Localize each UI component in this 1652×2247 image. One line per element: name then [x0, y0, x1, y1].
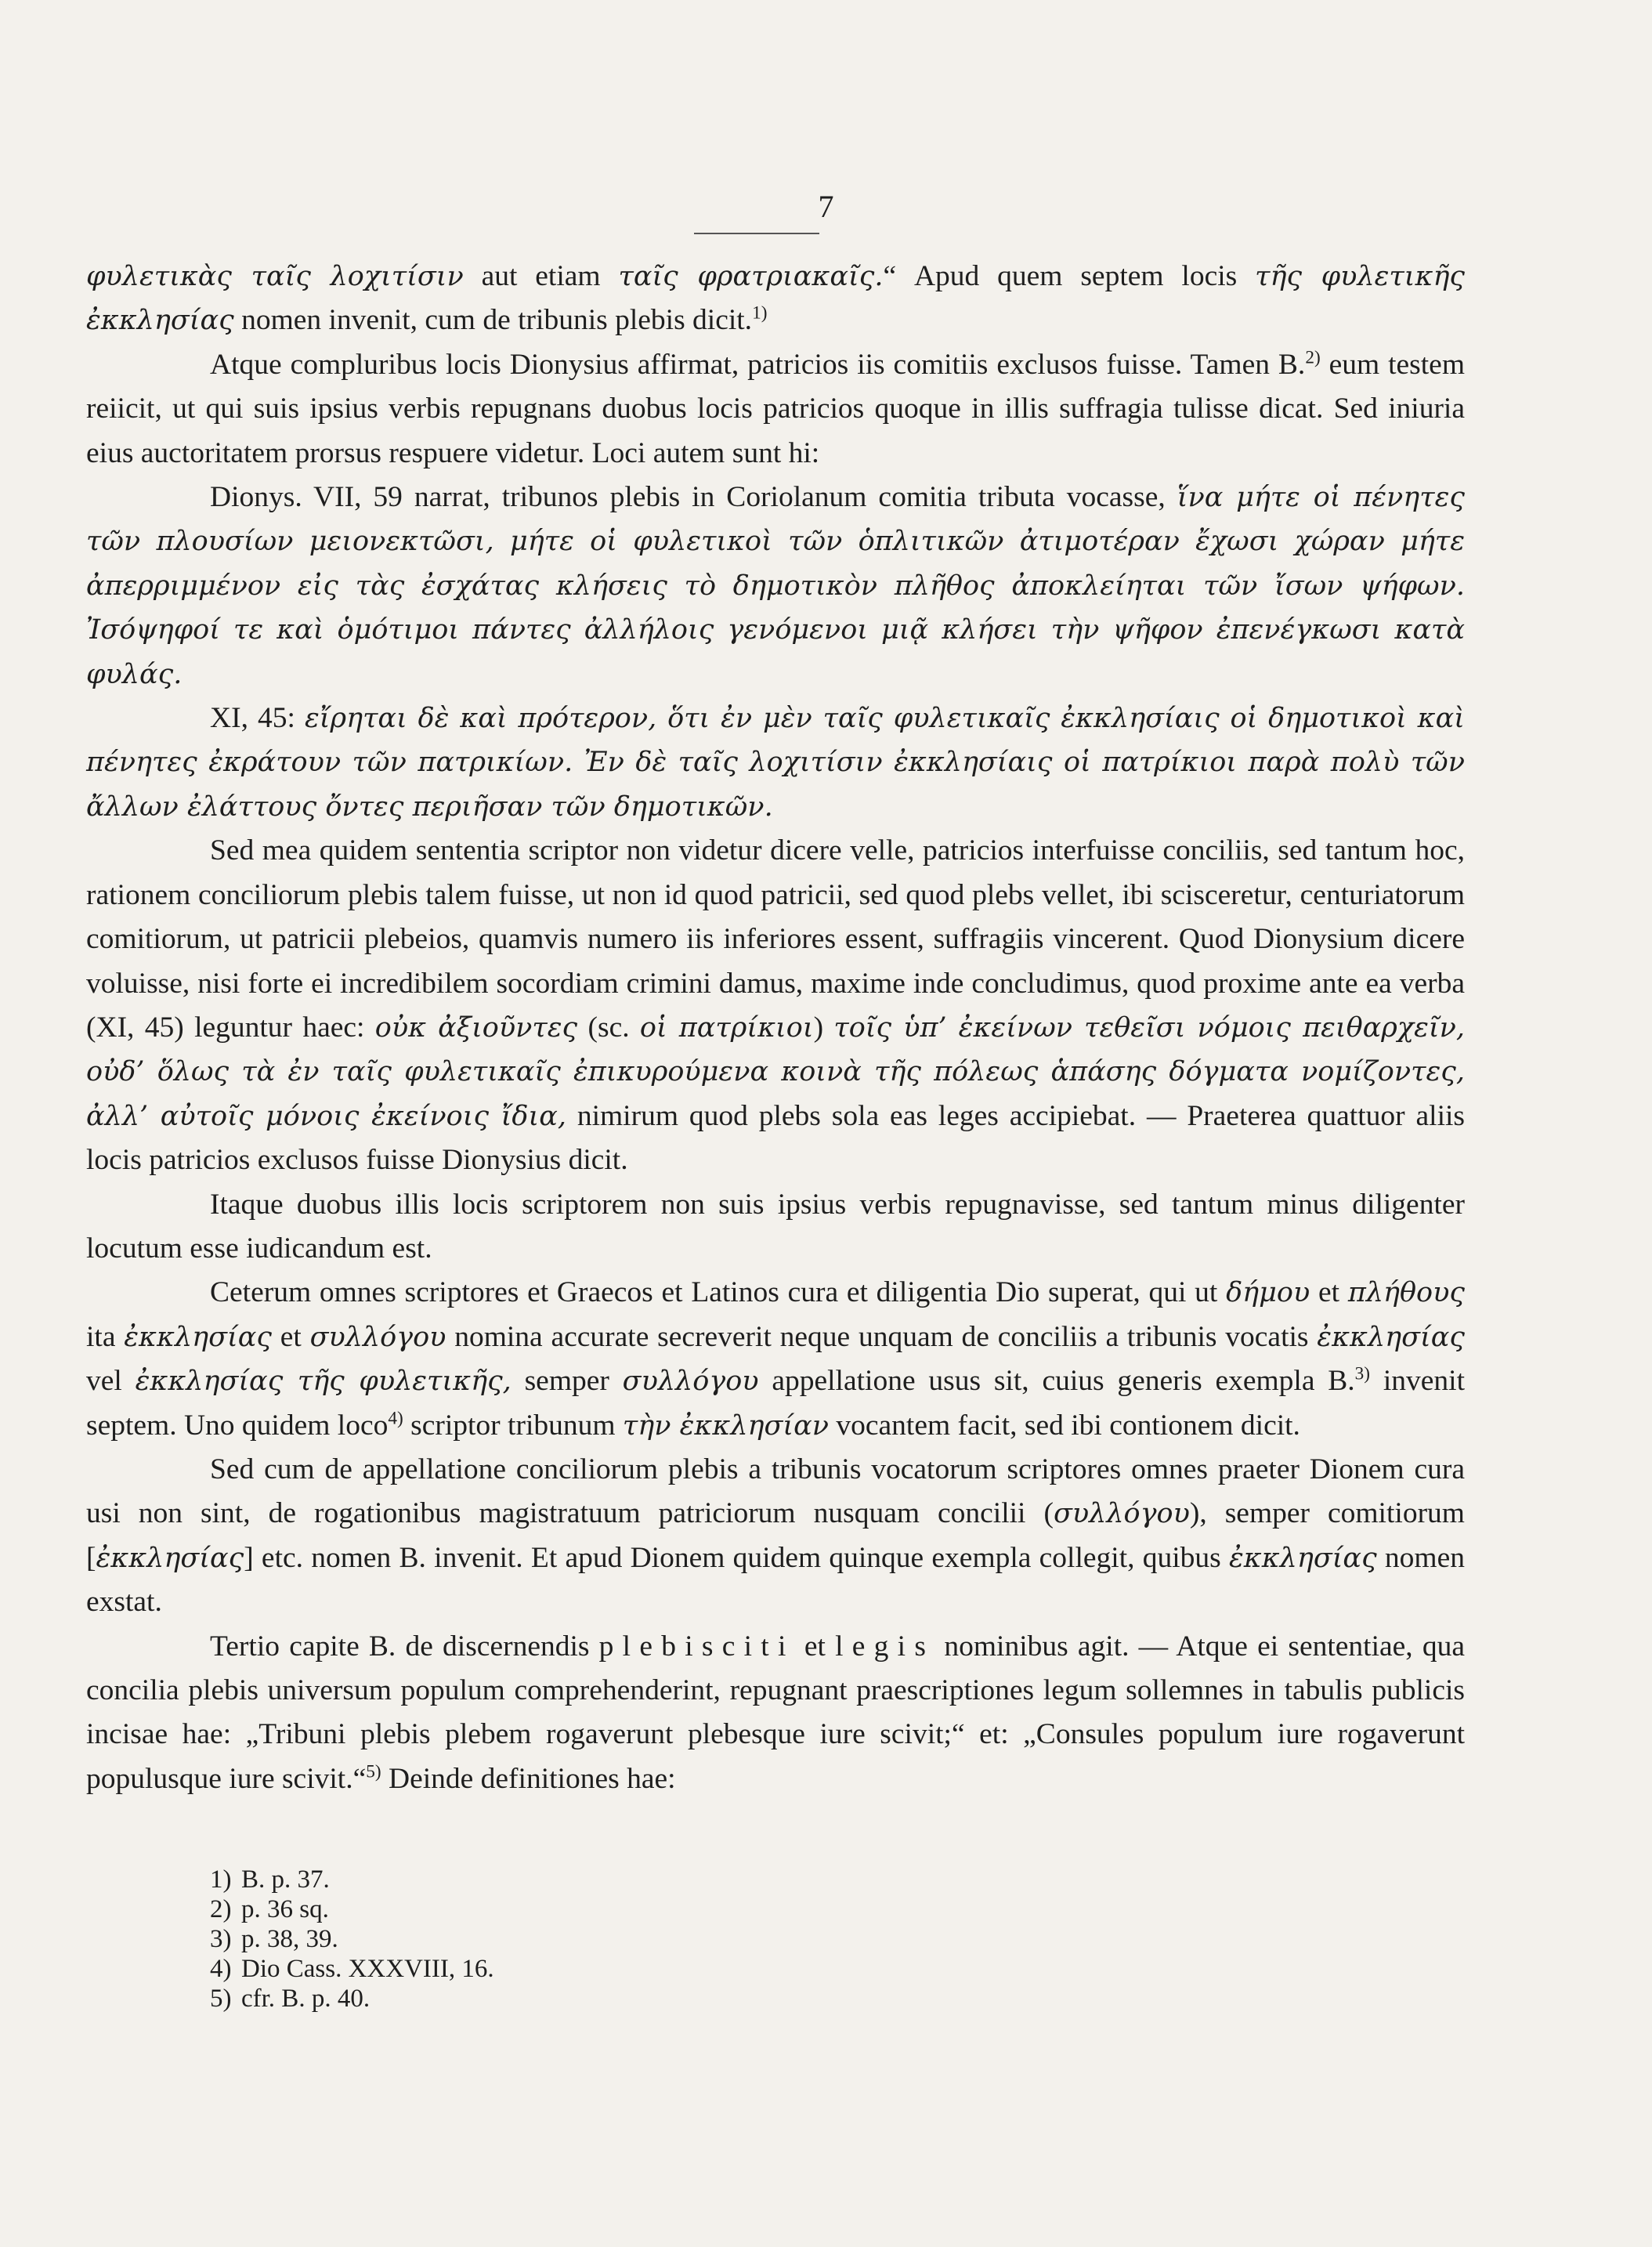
text-run: et — [794, 1630, 836, 1663]
footnote — [210, 1865, 1150, 1894]
paragraph — [86, 1448, 1465, 1625]
text-run: vel — [86, 1365, 136, 1398]
footnote-mark: 4) — [210, 1955, 232, 1983]
greek-text: τῆς φυλετικῆς ἐκκλησίας — [86, 261, 1466, 337]
text-run: appellatione usus sit, cuius generis exempla B. — [758, 1365, 1355, 1398]
paragraph — [86, 697, 1465, 829]
paragraph — [86, 476, 1465, 697]
footnote — [210, 1924, 1150, 1954]
text-run: eum testem reiicit, ut qui suis ipsius verbis repugnans duobus locis patricios quoque in illis suffragia tulisse dicat. Sed iniuria eius auctoritatem prorsus respuere videtur. Loci autem sunt hi: — [86, 348, 1465, 469]
footnote-mark: 3) — [210, 1925, 232, 1953]
greek-text: συλλόγου — [309, 1321, 446, 1353]
paragraph — [86, 255, 1465, 343]
paragraph — [86, 829, 1465, 1182]
text-run: Sed mea quidem sententia scriptor non videtur dicere velle, patricios interfuisse conciliis, sed tantum hoc, rationem conciliorum plebis talem fuisse, ut non id quod patricii, sed quod plebs vellet, ibi scisceretur, centuriatorum comitiorum, ut patricii plebeios, quamvis numero iis inferiores essent, suffragiis vincerent. Quod Dionysium dicere voluisse, nisi forte ei incredibilem socordiam crimini damus, maxime inde concludimus, quod proxime ante ea verba (XI, 45) leguntur haec: — [86, 834, 1465, 1044]
greek-text: ταῖς φρατριακαῖς. — [618, 261, 884, 292]
text-run: et — [1310, 1276, 1348, 1309]
greek-text: τοῖς ὑπ’ ἐκείνων τεθεῖσι νόμοις πειθαρχεῖν, οὐδ’ ὅλως τὰ ἐν ταῖς φυλετικαῖς ἐπικυρούμενα κοινὰ τῆς πόλεως ἁπάσης δόγματα νομίζοντες, ἀλλ’ αὐτοῖς μόνοις ἐκείνοις ἴδια, — [86, 1011, 1465, 1132]
greek-text: οὐκ ἀξιοῦντες — [374, 1011, 578, 1044]
greek-text: τὴν ἐκκλησίαν — [622, 1409, 830, 1442]
text-run: nimirum quod plebs sola eas leges accipiebat. — Praeterea quattuor aliis locis patricios exclusos fuisse Dionysius dicit. — [86, 1099, 1465, 1177]
footnote — [210, 1984, 1150, 2014]
greek-text: ἵνα μήτε οἱ πένητες τῶν πλουσίων μειονεκτῶσι, μήτε οἱ φυλετικοὶ τῶν ὁπλιτικῶν ἀτιμοτέραν ἔχωσι χώραν μήτε ἀπερριμμένον εἰς τὰς ἐσχάτας κλήσεις τὸ δημοτικὸν πλῆθος ἀποκλείηται τῶν ἴσων ψήφων. Ἰσόψηφοί τε καὶ ὁμότιμοι πάντες ἀλλήλοις γενόμενοι μιᾷ κλήσει τὴν ψῆφον ἐπενέγκωσι κατὰ φυλάς. — [86, 482, 1465, 690]
footnote-reference: 5) — [366, 1761, 381, 1782]
greek-text: ἐκκλησίας — [1228, 1542, 1377, 1574]
footnote — [210, 1894, 1150, 1924]
footnote-reference: 4) — [388, 1408, 403, 1429]
text-run: Tertio capite B. de discernendis — [210, 1630, 599, 1663]
text-run: Dionys. VII, 59 narrat, tribunos plebis in Coriolanum comitia tributa vocasse, — [210, 481, 1177, 514]
footnotes — [210, 1865, 1150, 2014]
text-run: Atque compluribus locis Dionysius affirmat, patricios iis comitiis exclusos fuisse. Tamen B. — [210, 348, 1306, 381]
header-rule — [694, 233, 819, 234]
text-run: Itaque duobus illis locis scriptorem non suis ipsius verbis repugnavisse, sed tantum minus diligenter locutum esse iudicandum est. — [86, 1188, 1465, 1265]
footnote-reference: 1) — [752, 302, 768, 324]
text-run: nomina accurate secreverit neque unquam de conciliis a tribunis vocatis — [446, 1320, 1318, 1353]
spaced-text: legis — [835, 1630, 935, 1663]
text-run: nomen invenit, cum de tribunis plebis dicit. — [233, 304, 753, 337]
text-run: (sc. — [577, 1011, 640, 1044]
footnote-text: Dio Cass. XXXVIII, 16. — [241, 1955, 494, 1983]
text-run: “ Apud quem septem locis — [883, 260, 1256, 292]
greek-text: ἐκκλησίας — [1317, 1321, 1465, 1353]
text-run: Sed cum de appellatione conciliorum plebis a tribunis vocatorum scriptores omnes praeter Dionem cura usi non sint, de rogationibus magistratuum patriciorum nusquam concilii ( — [86, 1453, 1465, 1530]
footnote-mark: 5) — [210, 1985, 232, 2013]
greek-text: εἴρηται δὲ καὶ πρότερον, ὅτι ἐν μὲν ταῖς φυλετικαῖς ἐκκλησίαις οἱ δημοτικοὶ καὶ πένητες ἐκράτουν τῶν πατρικίων. Ἐν δὲ ταῖς λοχιτίσιν ἐκκλησίαις οἱ πατρίκιοι παρὰ πολὺ τῶν ἄλλων ἐλάττους ὄντες περιῆσαν τῶν δημοτικῶν. — [86, 703, 1465, 823]
footnote-mark: 2) — [210, 1895, 232, 1923]
text-run: ita — [86, 1320, 125, 1353]
text-run: scriptor tribunum — [403, 1409, 623, 1442]
paragraph — [86, 1271, 1465, 1448]
text-run: ] etc. nomen B. invenit. Et apud Dionem quidem quinque exempla collegit, quibus — [244, 1541, 1229, 1574]
greek-text: ἐκκλησίας — [124, 1321, 272, 1353]
text-run: nominibus agit. — Atque ei sententiae, qua concilia plebis universum populum comprehenderint, repugnant praescriptiones legum sollemnes in tabulis publicis incisae hae: „Tribuni plebis plebem rogaverunt plebesque iure scivit;“ et: „Consules populum iure rogaverunt populusque iure scivit.“ — [86, 1630, 1465, 1795]
paragraph — [86, 1625, 1465, 1802]
text-run: et — [271, 1320, 310, 1353]
paragraph — [86, 1183, 1465, 1272]
greek-text: συλλόγου — [622, 1366, 759, 1398]
text-run: invenit septem. Uno quidem loco — [86, 1365, 1465, 1442]
text-run: XI, 45: — [210, 702, 305, 735]
greek-text: συλλόγου — [1053, 1498, 1190, 1530]
greek-text: ἐκκλησίας τῆς φυλετικῆς, — [135, 1366, 512, 1398]
greek-text: πλήθους — [1347, 1277, 1465, 1309]
text-run: ), semper comitiorum [ — [86, 1497, 1465, 1574]
footnote-text: p. 38, 39. — [241, 1925, 338, 1953]
greek-text: φυλετικὰς ταῖς λοχιτίσιν — [86, 261, 464, 292]
footnote-reference: 3) — [1354, 1363, 1371, 1384]
text-run: vocantem facit, sed ibi contionem dicit. — [829, 1409, 1300, 1442]
footnote — [210, 1954, 1150, 1984]
greek-text: οἱ πατρίκιοι — [639, 1011, 814, 1044]
paragraph — [86, 343, 1465, 476]
footnote-text: cfr. B. p. 40. — [241, 1985, 371, 2013]
footnote-text: B. p. 37. — [241, 1865, 330, 1894]
text-run: aut etiam — [463, 260, 619, 292]
text-run: Deinde definitiones hae: — [381, 1762, 676, 1795]
greek-text: ἐκκλησίας — [96, 1542, 244, 1574]
spaced-text: plebisciti — [598, 1630, 795, 1663]
body-text — [86, 255, 1465, 1801]
footnote-text: p. 36 sq. — [241, 1895, 329, 1923]
text-run: semper — [511, 1365, 623, 1398]
page-number: 7 — [818, 189, 834, 224]
greek-text: δήμου — [1226, 1277, 1310, 1309]
text-run: ) — [813, 1011, 834, 1044]
footnote-reference: 2) — [1305, 347, 1321, 368]
text-run: nomen exstat. — [86, 1541, 1465, 1619]
text-run: Ceterum omnes scriptores et Graecos et Latinos cura et diligentia Dio superat, qui ut — [210, 1276, 1227, 1309]
footnote-mark: 1) — [210, 1865, 232, 1894]
